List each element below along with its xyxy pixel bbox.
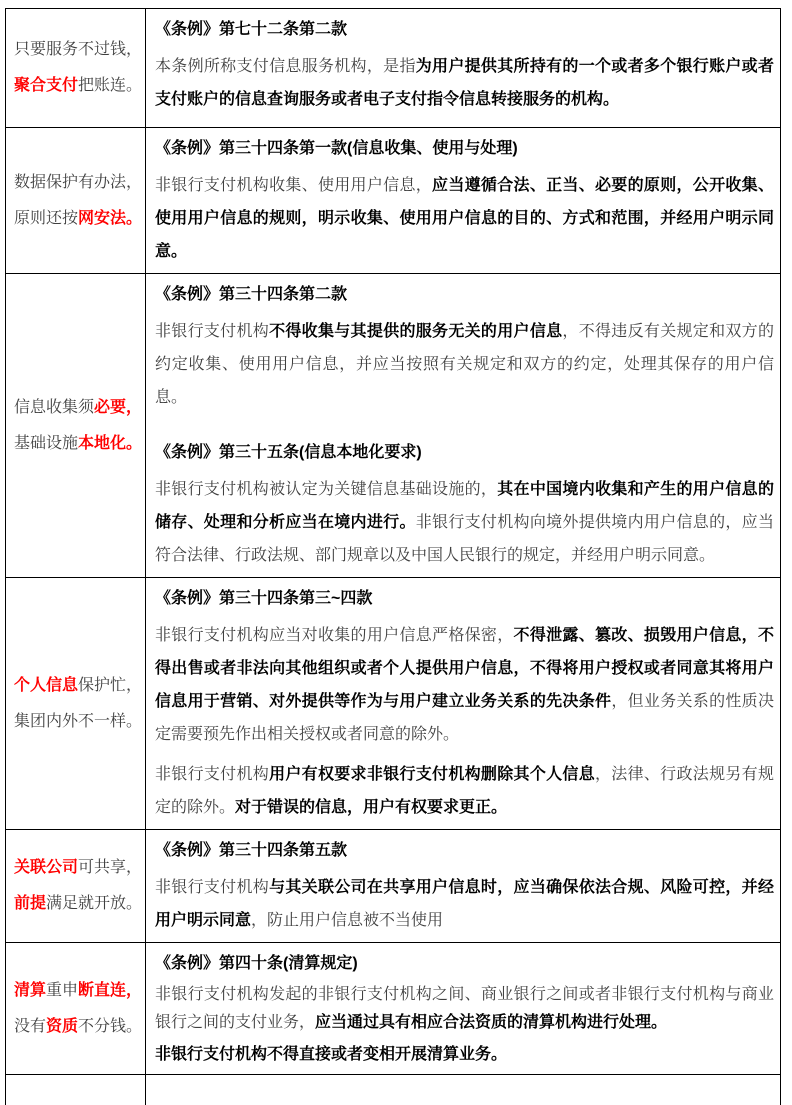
regulation-paragraph — [155, 619, 774, 751]
bold-text-run: 其在中国境内收集和产生的用户信息的储存、处理和分析应当在境内进行。 — [155, 481, 774, 531]
text-run: 保护忙， — [78, 676, 143, 694]
highlight-text-run: 资质 — [46, 1017, 79, 1035]
mnemonic-line — [14, 37, 141, 63]
highlight-text-run: 个人信息 — [14, 676, 79, 694]
text-run: ，防止用户信息被不当使用 — [251, 912, 444, 929]
regulation-heading: 《条例》第三十四条第一款(信息收集、使用与处理) — [155, 140, 518, 157]
bold-text-run: 为用户提供其所持有的一个或者多个银行账户或者支付账户的信息查询服务或者电子支付指令信息转接服务的机构。 — [155, 58, 774, 108]
regulation-block — [155, 440, 774, 572]
regulation-cell — [146, 9, 781, 128]
text-run: 非银行支付机构收集、使用用户信息， — [155, 177, 433, 194]
text-run: 非银行支付机构 — [155, 323, 270, 340]
text-run: 非银行支付机构 — [155, 879, 270, 896]
mnemonic-line — [14, 1014, 141, 1040]
mnemonic-line — [14, 891, 141, 917]
text-run: 非银行支付机构向境外提供境内用户信息的，应当符合法律、行政法规、部门规章以及中国人民银行的规定，并经用户明示同意。 — [155, 514, 774, 564]
regulation-cell — [146, 1075, 781, 1105]
text-run: 基础设施 — [14, 434, 79, 452]
text-run: 信息收集须 — [14, 398, 95, 416]
regulation-cell — [146, 578, 781, 830]
mnemonic-cell — [6, 274, 146, 578]
bold-text-run: 与其关联公司在共享用户信息时，应当确保依法合规、风险可控，并经用户明示同意 — [155, 879, 774, 929]
regulation-heading: 《条例》第四十条(清算规定) — [155, 955, 358, 972]
highlight-text-run: 聚合支付 — [14, 77, 79, 94]
regulation-block — [155, 951, 774, 1069]
regulation-heading: 《条例》第三十四条第二款 — [155, 286, 348, 303]
regulation-cell — [146, 274, 781, 578]
regulation-block — [155, 136, 774, 268]
table-row — [6, 9, 781, 128]
bold-text-run: 应当通过具有相应合法资质的清算机构进行处理。 — [315, 1014, 668, 1031]
regulation-paragraph — [155, 315, 774, 414]
regulation-cell — [146, 128, 781, 274]
table-row — [6, 578, 781, 830]
mnemonic-cell — [6, 9, 146, 128]
bold-text-run: 非银行支付机构不得直接或者变相开展清算业务。 — [155, 1046, 508, 1063]
mnemonic-line — [14, 206, 141, 232]
regulation-heading: 《条例》第三十四条第五款 — [155, 842, 348, 859]
mnemonic-cell — [6, 578, 146, 830]
text-run: 把账连。 — [78, 77, 143, 94]
highlight-text-run: 断直连， — [78, 981, 143, 999]
text-run: 非银行支付机构 — [155, 766, 270, 783]
mnemonic-cell — [6, 128, 146, 274]
mnemonic-line — [14, 73, 141, 99]
text-run: 重申 — [46, 981, 79, 999]
regulation-heading: 《条例》第七十二条第二款 — [155, 21, 348, 38]
mnemonic-line — [14, 170, 141, 196]
text-run: 可共享， — [78, 859, 143, 876]
table-row — [6, 830, 781, 943]
text-run: 本条例所称支付信息服务机构，是指 — [155, 58, 416, 75]
table-body — [6, 9, 781, 1105]
regulation-comparison-table — [5, 8, 781, 1105]
highlight-text-run: 必要， — [94, 398, 143, 416]
text-run: 满足就开放。 — [46, 895, 143, 912]
text-run: 不分钱。 — [78, 1017, 143, 1035]
text-run: 非银行支付机构发起的非银行支付机构之间、商业银行之间或者非银行支付机构与商业银行之间的支付业务， — [155, 986, 774, 1031]
regulation-cell — [146, 943, 781, 1075]
regulation-paragraph — [155, 50, 774, 116]
highlight-text-run: 前提 — [14, 895, 47, 912]
regulation-block — [155, 586, 774, 824]
regulation-block — [155, 17, 774, 116]
regulation-heading: 《条例》第三十四条第三~四款 — [155, 590, 373, 607]
highlight-text-run: 关联公司 — [14, 859, 79, 876]
text-run: 没有 — [14, 1017, 47, 1035]
regulation-block — [155, 838, 774, 937]
table-row — [6, 274, 781, 578]
table-row — [6, 943, 781, 1075]
mnemonic-cell — [6, 943, 146, 1075]
highlight-text-run: 网安法。 — [78, 209, 143, 227]
text-run: ，法律、行政法规另有规定的除外。 — [155, 766, 774, 816]
text-run: ，不得违反有关规定和双方的约定收集、使用用户信息，并应当按照有关规定和双方的约定，处理其保存的用户信息。 — [155, 323, 774, 406]
bold-text-run: 不得收集与其提供的服务无关的用户信息 — [269, 323, 563, 340]
highlight-text-run: 清算 — [14, 981, 47, 999]
bold-text-run: 不得泄露、篡改、损毁用户信息，不得出售或者非法向其他组织或者个人提供用户信息，不得将用户授权或者同意其将用户信息用于营销、对外提供等作为与用户建立业务关系的先决条件 — [155, 627, 774, 710]
text-run: ，但业务关系的性质决定需要预先作出相关授权或者同意的除外。 — [155, 693, 774, 743]
table-row-partial-clipped — [6, 1075, 781, 1105]
bold-text-run: 应当遵循合法、正当、必要的原则，公开收集、使用用户信息的规则，明示收集、使用用户信息的目的、方式和范围，并经用户明示同意。 — [155, 177, 774, 260]
mnemonic-line — [14, 855, 141, 881]
table-row — [6, 128, 781, 274]
regulation-paragraph — [155, 1041, 774, 1069]
text-run: 数据保护有办法， — [14, 173, 143, 191]
regulation-heading: 《条例》第三十五条(信息本地化要求) — [155, 444, 422, 461]
text-run: 非银行支付机构被认定为关键信息基础设施的， — [155, 481, 498, 498]
mnemonic-line — [14, 709, 141, 735]
regulation-paragraph — [155, 169, 774, 268]
regulation-cell — [146, 830, 781, 943]
mnemonic-line — [14, 978, 141, 1004]
mnemonic-line — [14, 673, 141, 699]
bold-text-run: 用户有权要求非银行支付机构删除其个人信息 — [269, 766, 595, 783]
text-run: 集团内外不一样。 — [14, 712, 143, 730]
mnemonic-cell — [6, 830, 146, 943]
regulation-paragraph — [155, 871, 774, 937]
text-run: 原则还按 — [14, 209, 79, 227]
bold-text-run: 对于错误的信息，用户有权要求更正。 — [235, 799, 508, 816]
text-run: 非银行支付机构应当对收集的用户信息严格保密， — [155, 627, 514, 644]
regulation-paragraph — [155, 758, 774, 824]
mnemonic-cell — [6, 1075, 146, 1105]
mnemonic-line — [14, 431, 141, 457]
regulation-paragraph — [155, 473, 774, 572]
regulation-block — [155, 282, 774, 414]
text-run: 只要服务不过钱， — [14, 41, 143, 58]
regulation-paragraph — [155, 981, 774, 1037]
mnemonic-line — [14, 395, 141, 421]
highlight-text-run: 本地化。 — [78, 434, 143, 452]
